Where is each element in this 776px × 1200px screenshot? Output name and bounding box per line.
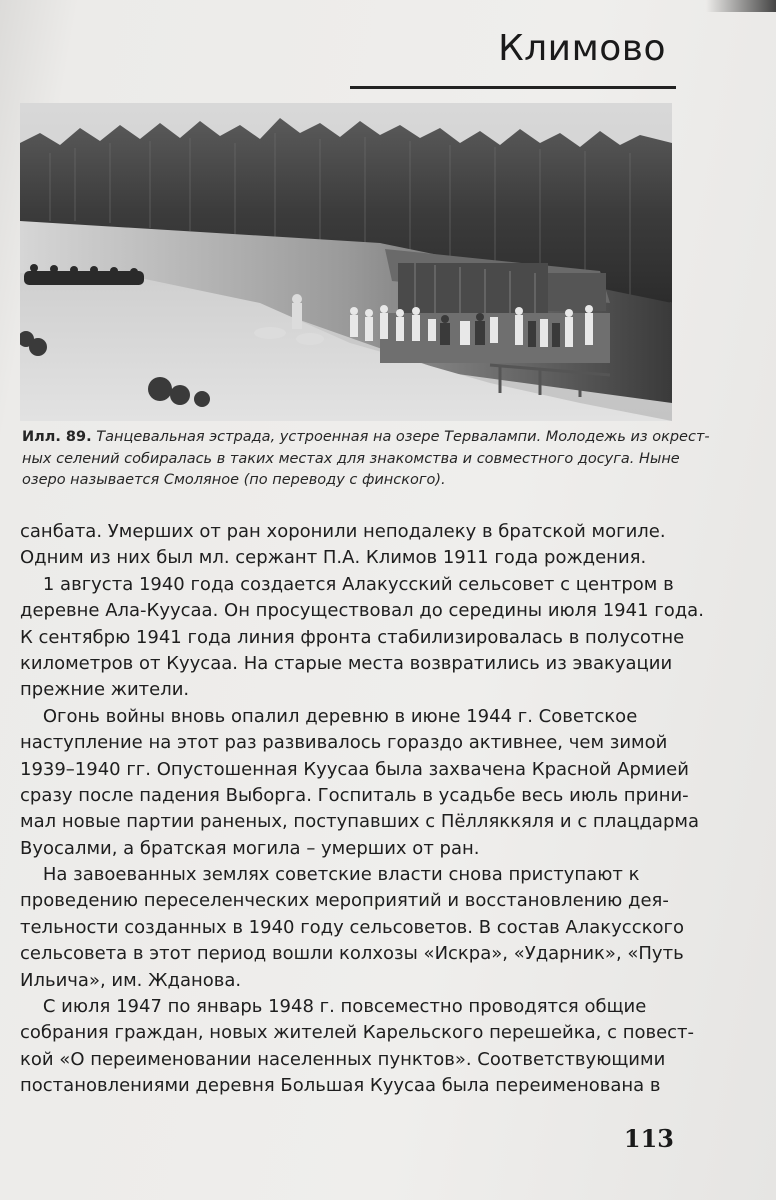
caption-text: ных селений собиралась в таких местах для знакомства и совместного досуга. Ныне <box>22 450 680 467</box>
caption-line <box>22 427 710 449</box>
body-line: кой «О переименовании населенных пунктов». Соответствующими <box>20 1048 666 1070</box>
body-line: На завоеванных землях советские власти снова приступают к <box>20 864 640 886</box>
page-edge-shadow <box>706 0 776 12</box>
body-line: наступление на этот раз развивалось гораздо активнее, чем зимой <box>20 732 668 754</box>
body-line: Огонь войны вновь опалил деревню в июне 1944 г. Советское <box>20 705 638 727</box>
body-line: 1 августа 1940 года создается Алакусский сельсовет с центром в <box>20 573 674 595</box>
body-line: постановлениями деревня Большая Куусаа была переименована в <box>20 1075 661 1097</box>
body-line: мал новые партии раненых, поступавших с Пёлляккяля и с плацдарма <box>20 811 699 833</box>
body-line: тельности созданных в 1940 году сельсоветов. В состав Алакусского <box>20 916 684 938</box>
body-line: 1939–1940 гг. Опустошенная Куусаа была захвачена Красной Армией <box>20 758 689 780</box>
body-line: прежние жители. <box>20 679 190 701</box>
lake-dance-stage-photo <box>20 103 672 421</box>
caption-text: озеро называется Смоляное (по переводу с финского). <box>22 472 446 488</box>
body-line: К сентябрю 1941 года линия фронта стабилизировалась в полусотне <box>20 626 685 648</box>
body-line: километров от Куусаа. На старые места возвратились из эвакуации <box>20 652 673 674</box>
caption-label: Илл. 89. <box>22 429 92 445</box>
body-line: Вуосалми, а братская могила – умерших от ран. <box>20 837 480 859</box>
page-number: 113 <box>623 1124 674 1153</box>
body-line: проведению переселенческих мероприятий и восстановлению дея- <box>20 890 669 912</box>
figure-caption <box>22 427 710 492</box>
caption-line <box>22 449 680 471</box>
body-line: собрания граждан, новых жителей Карельского перешейка, с повест- <box>20 1022 695 1044</box>
running-head-rule <box>350 86 676 89</box>
body-line: сразу после падения Выборга. Госпиталь в усадьбе весь июль прини- <box>20 784 689 806</box>
body-line: деревне Ала-Куусаа. Он просуществовал до середины июля 1941 года. <box>20 600 704 622</box>
body-line: сельсовета в этот период вошли колхозы «Искра», «Ударник», «Путь <box>20 943 684 965</box>
body-line: санбата. Умерших от ран хоронили неподалеку в братской могиле. <box>20 521 666 542</box>
body-line: Одним из них был мл. сержант П.А. Климов 1911 года рождения. <box>20 547 647 569</box>
running-head <box>350 22 676 90</box>
body-line: С июля 1947 по январь 1948 г. повсеместно проводятся общие <box>20 996 647 1018</box>
body-text <box>20 519 704 1100</box>
caption-text: Танцевальная эстрада, устроенная на озере Тервалампи. Молодежь из окрест- <box>91 429 710 445</box>
body-line: Ильича», им. Жданова. <box>20 969 242 991</box>
running-head-title: Климово <box>498 28 666 69</box>
caption-line <box>22 470 674 492</box>
figure-photo <box>20 103 672 421</box>
